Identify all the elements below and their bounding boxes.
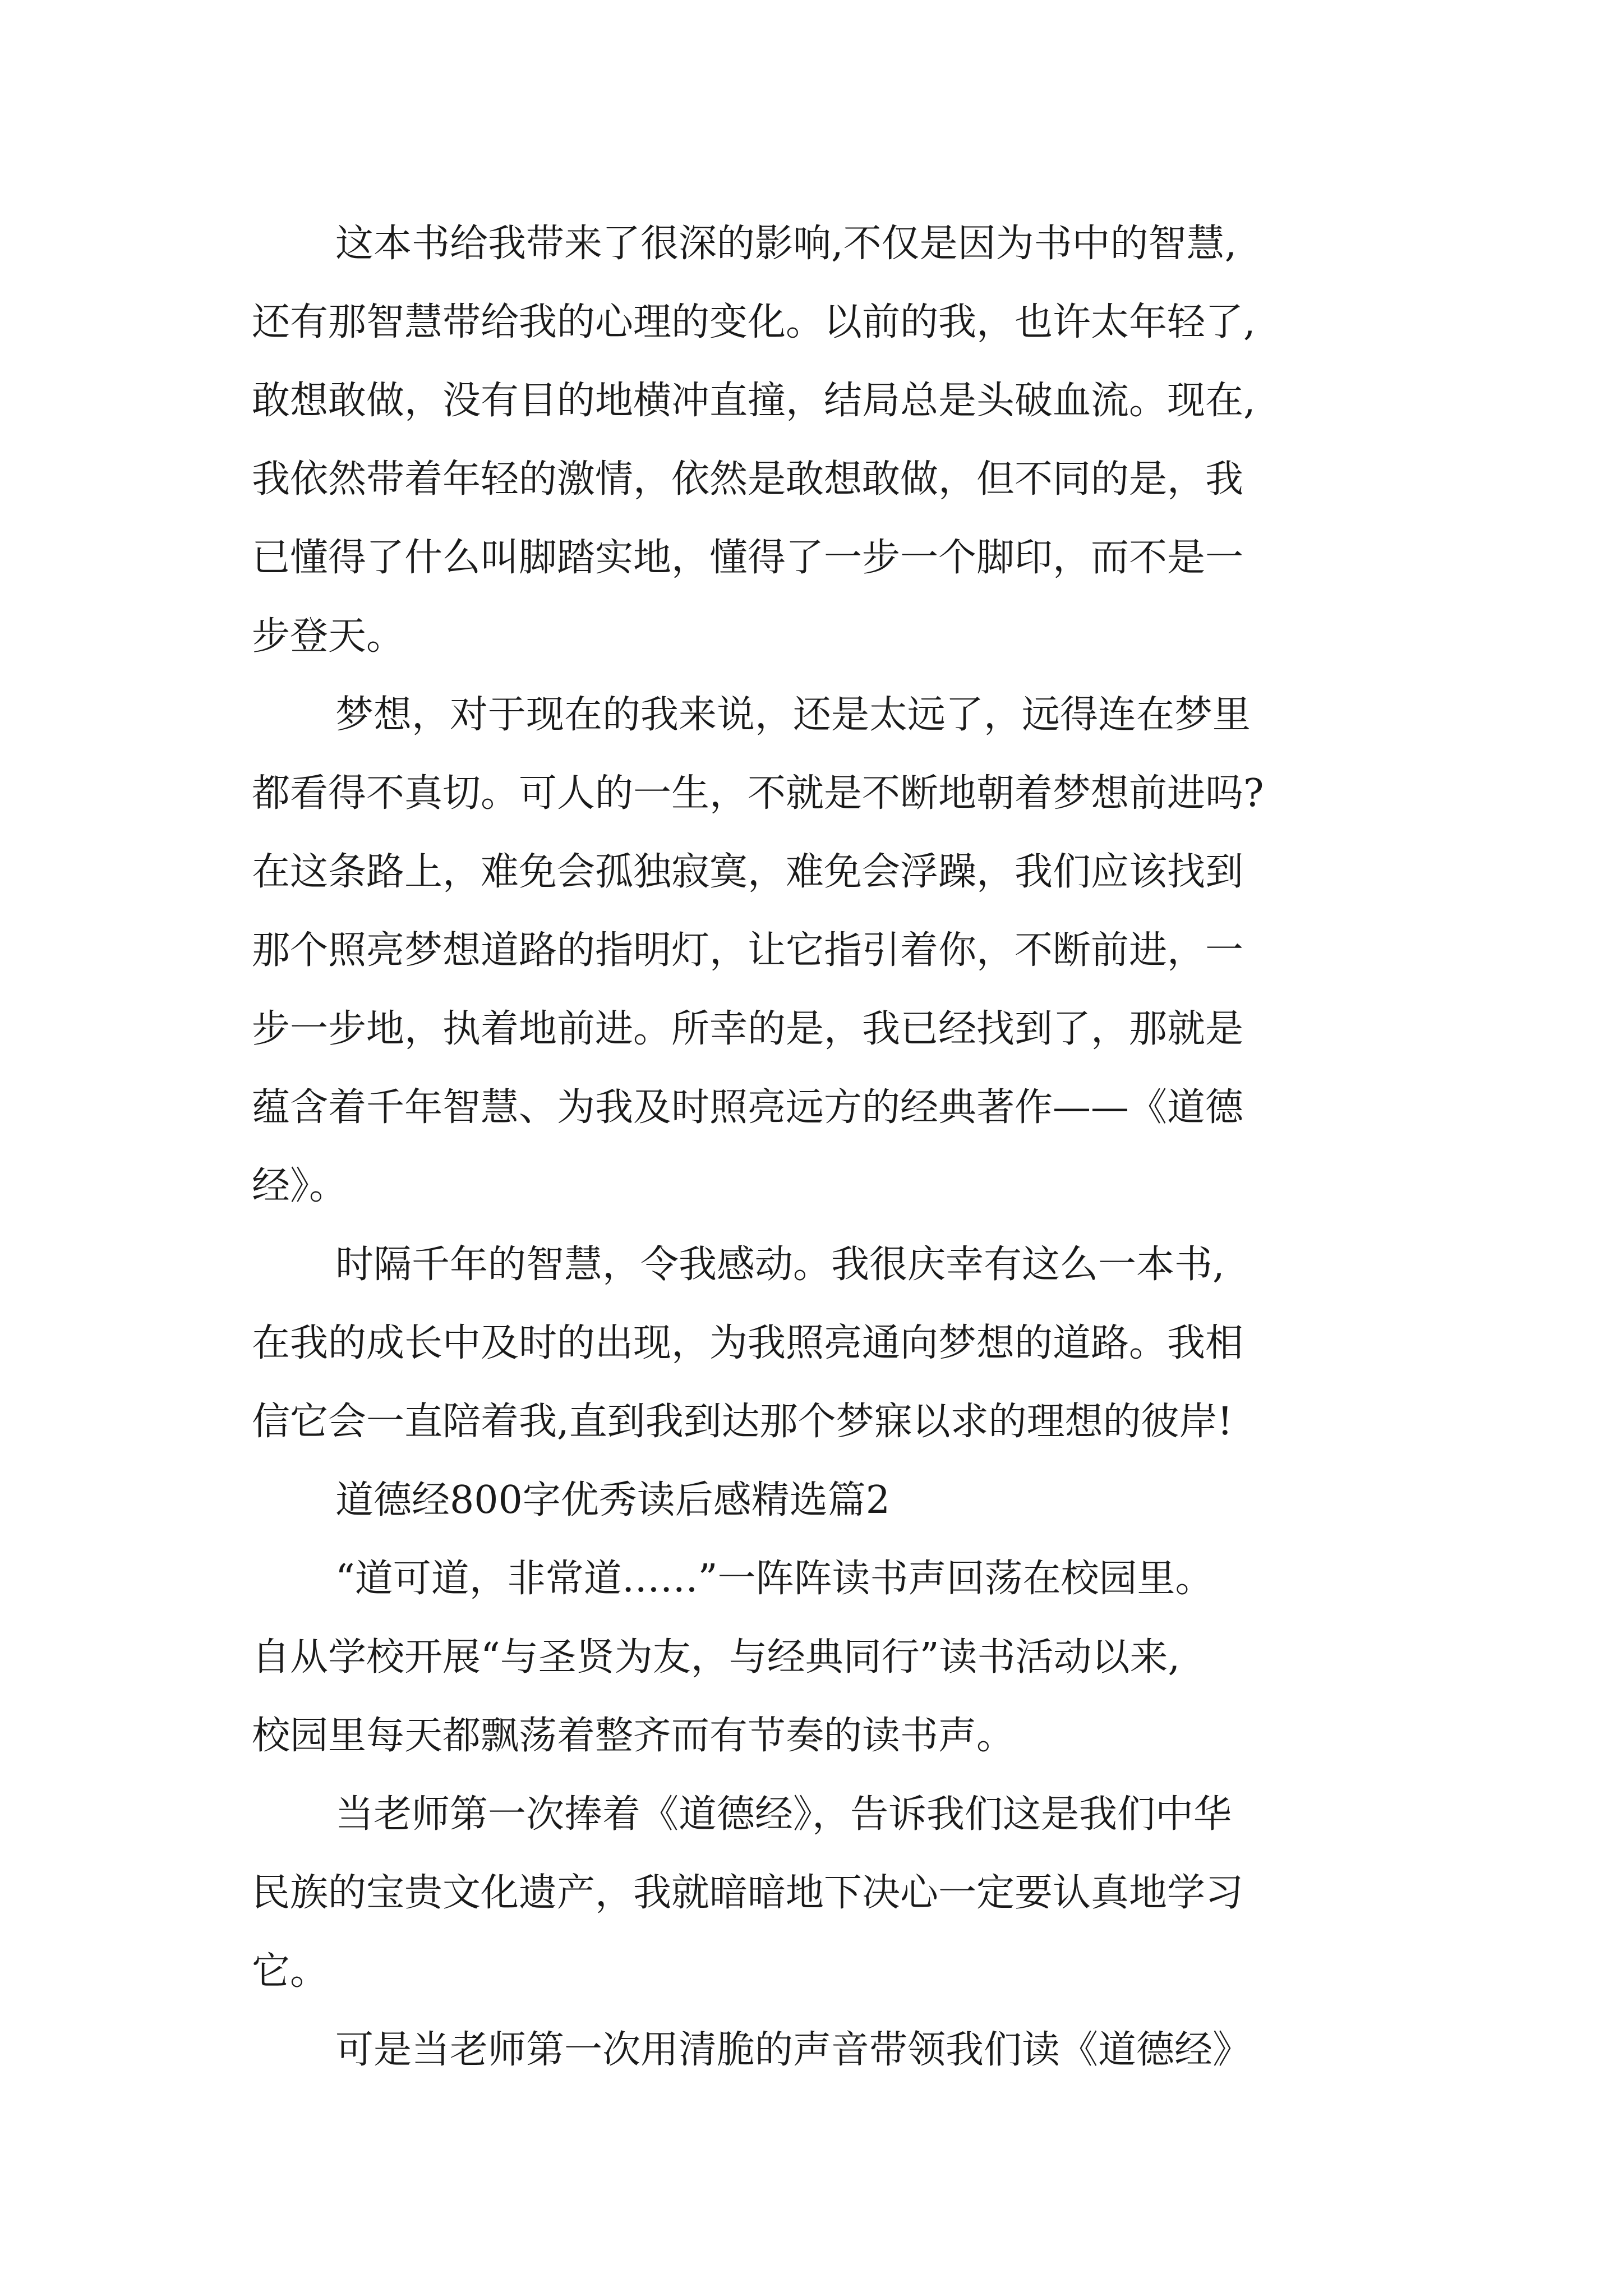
text-line: 我依然带着年轻的激情，依然是敢想敢做，但不同的是，我 [252,457,1244,501]
text-line: 校园里每天都飘荡着整齐而有节奏的读书声。 [252,1714,1015,1758]
text-line: 那个照亮梦想道路的指明灯，让它指引着你，不断前进，一 [252,928,1244,973]
section-heading: 道德经800字优秀读后感精选篇2 [335,1478,891,1522]
text-line: 时隔千年的智慧，令我感动。我很庆幸有这么一本书, [335,1243,1225,1287]
text-line: 民族的宝贵文化遗产，我就暗暗地下决心一定要认真地学习 [252,1871,1244,1915]
text-line: 梦想，对于现在的我来说，还是太远了，远得连在梦里 [335,693,1251,737]
text-line: 自从学校开展“与圣贤为友，与经典同行”读书活动以来, [252,1635,1181,1680]
text-line: 敢想敢做，没有目的地横冲直撞，结局总是头破血流。现在, [252,379,1256,423]
text-line: 还有那智慧带给我的心理的变化。以前的我，也许太年轻了, [252,300,1256,344]
text-line: 信它会一直陪着我,直到我到达那个梦寐以求的理想的彼岸! [252,1400,1233,1444]
text-line: 蕴含着千年智慧、为我及时照亮远方的经典著作——《道德 [252,1085,1244,1130]
text-line: 步登天。 [252,614,405,659]
text-line: 都看得不真切。可人的一生，不就是不断地朝着梦想前进吗? [252,771,1264,816]
text-line: 在这条路上，难免会孤独寂寞，难免会浮躁，我们应该找到 [252,850,1244,894]
text-line: 在我的成长中及时的出现，为我照亮通向梦想的道路。我相 [252,1321,1244,1365]
text-line: 当老师第一次捧着《道德经》，告诉我们这是我们中华 [335,1792,1232,1837]
text-line: 经》。 [252,1164,348,1208]
text-line: 它。 [252,1949,329,1994]
text-line: 已懂得了什么叫脚踏实地，懂得了一步一个脚印，而不是一 [252,536,1244,580]
text-line: 这本书给我带来了很深的影响,不仅是因为书中的智慧, [335,222,1237,266]
text-line: “道可道，非常道……”一阵阵读书声回荡在校园里。 [335,1557,1214,1601]
text-line: 步一步地，执着地前进。所幸的是，我已经找到了，那就是 [252,1007,1244,1051]
text-line: 可是当老师第一次用清脆的声音带领我们读《道德经》 [335,2028,1251,2072]
